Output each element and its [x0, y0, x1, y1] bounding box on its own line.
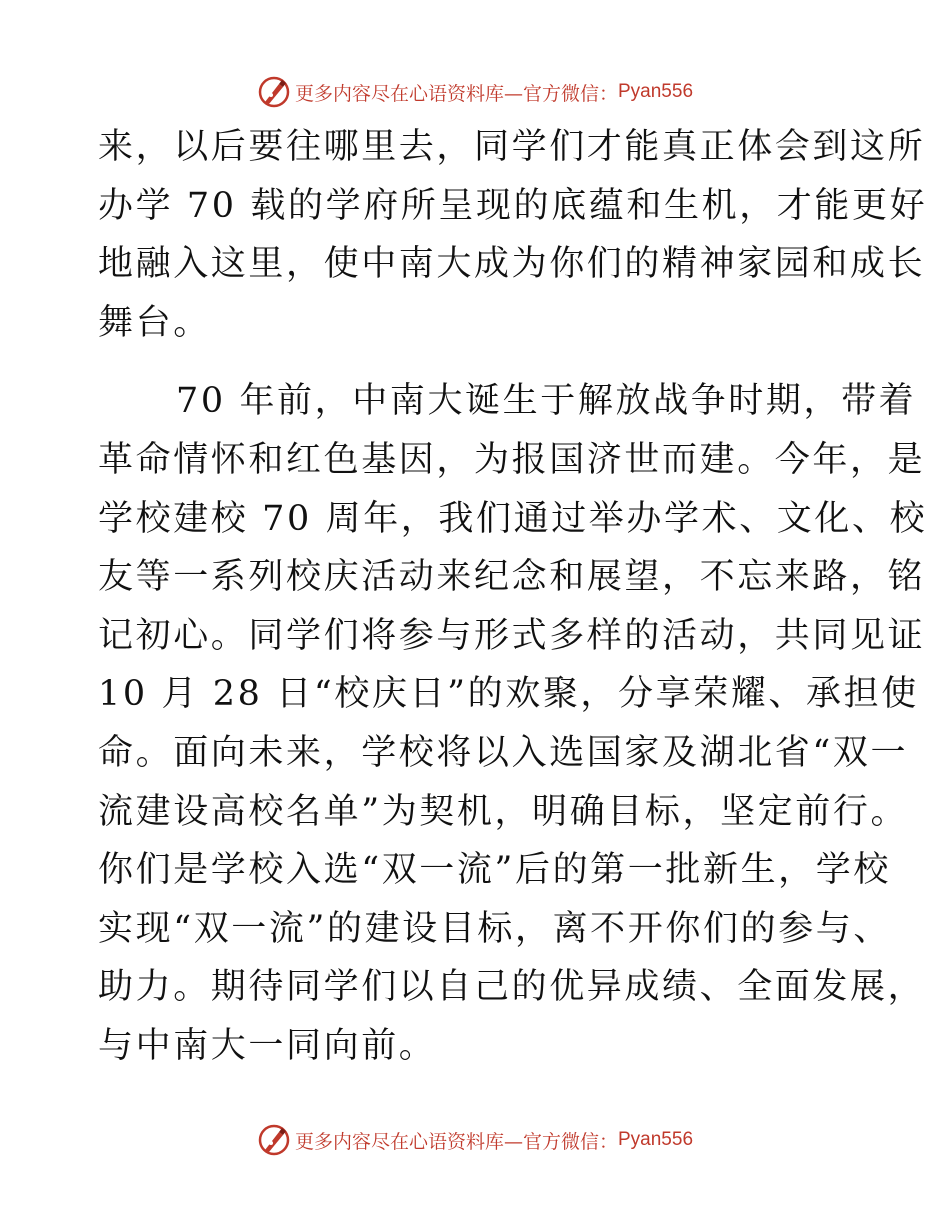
text-line: 学校建校 70 周年，我们通过举办学术、文化、校 [98, 498, 928, 539]
paragraph-1 [98, 118, 928, 352]
footer-watermark [0, 1120, 950, 1160]
text-line: 办学 70 载的学府所呈现的底蕴和生机，才能更好 [98, 185, 928, 226]
text-line: 助力。期待同学们以自己的优异成绩、全面发展， [98, 967, 926, 1008]
watermark-text: 更多内容尽在心语资料库—官方微信： [294, 1130, 618, 1153]
wechat-id: Pyan556 [618, 1129, 694, 1150]
text-line: 你们是学校入选“双一流”后的第一批新生，学校 [98, 850, 891, 891]
text-line: 命。面向未来，学校将以入选国家及湖北省“双一 [98, 732, 909, 773]
text-line: 地融入这里，使中南大成为你们的精神家园和成长 [98, 244, 926, 285]
wechat-id: Pyan556 [618, 81, 694, 102]
text-line: 实现“双一流”的建设目标，离不开你们的参与、 [98, 908, 891, 949]
watermark-text: 更多内容尽在心语资料库—官方微信： [294, 82, 618, 105]
text-line: 与中南大一同向前。 [98, 1025, 437, 1066]
text-line: 舞台。 [98, 302, 211, 343]
text-line: 友等一系列校庆活动来纪念和展望，不忘来路，铭 [98, 557, 926, 598]
pen-circle-logo-icon [257, 75, 291, 109]
text-line: 70 年前，中南大诞生于解放战争时期，带着 [176, 381, 917, 422]
header-watermark [0, 72, 950, 112]
pen-circle-logo-icon [257, 1123, 291, 1157]
document-body [98, 118, 928, 1076]
text-line: 记初心。同学们将参与形式多样的活动，共同见证 [98, 615, 926, 656]
text-line: 流建设高校名单”为契机，明确目标，坚定前行。 [98, 791, 909, 832]
text-line: 10 月 28 日“校庆日”的欢聚，分享荣耀、承担使 [98, 674, 919, 715]
text-line: 来，以后要往哪里去，同学们才能真正体会到这所 [98, 127, 926, 167]
paragraph-2 [98, 372, 928, 1075]
text-line: 革命情怀和红色基因，为报国济世而建。今年，是 [98, 439, 926, 480]
